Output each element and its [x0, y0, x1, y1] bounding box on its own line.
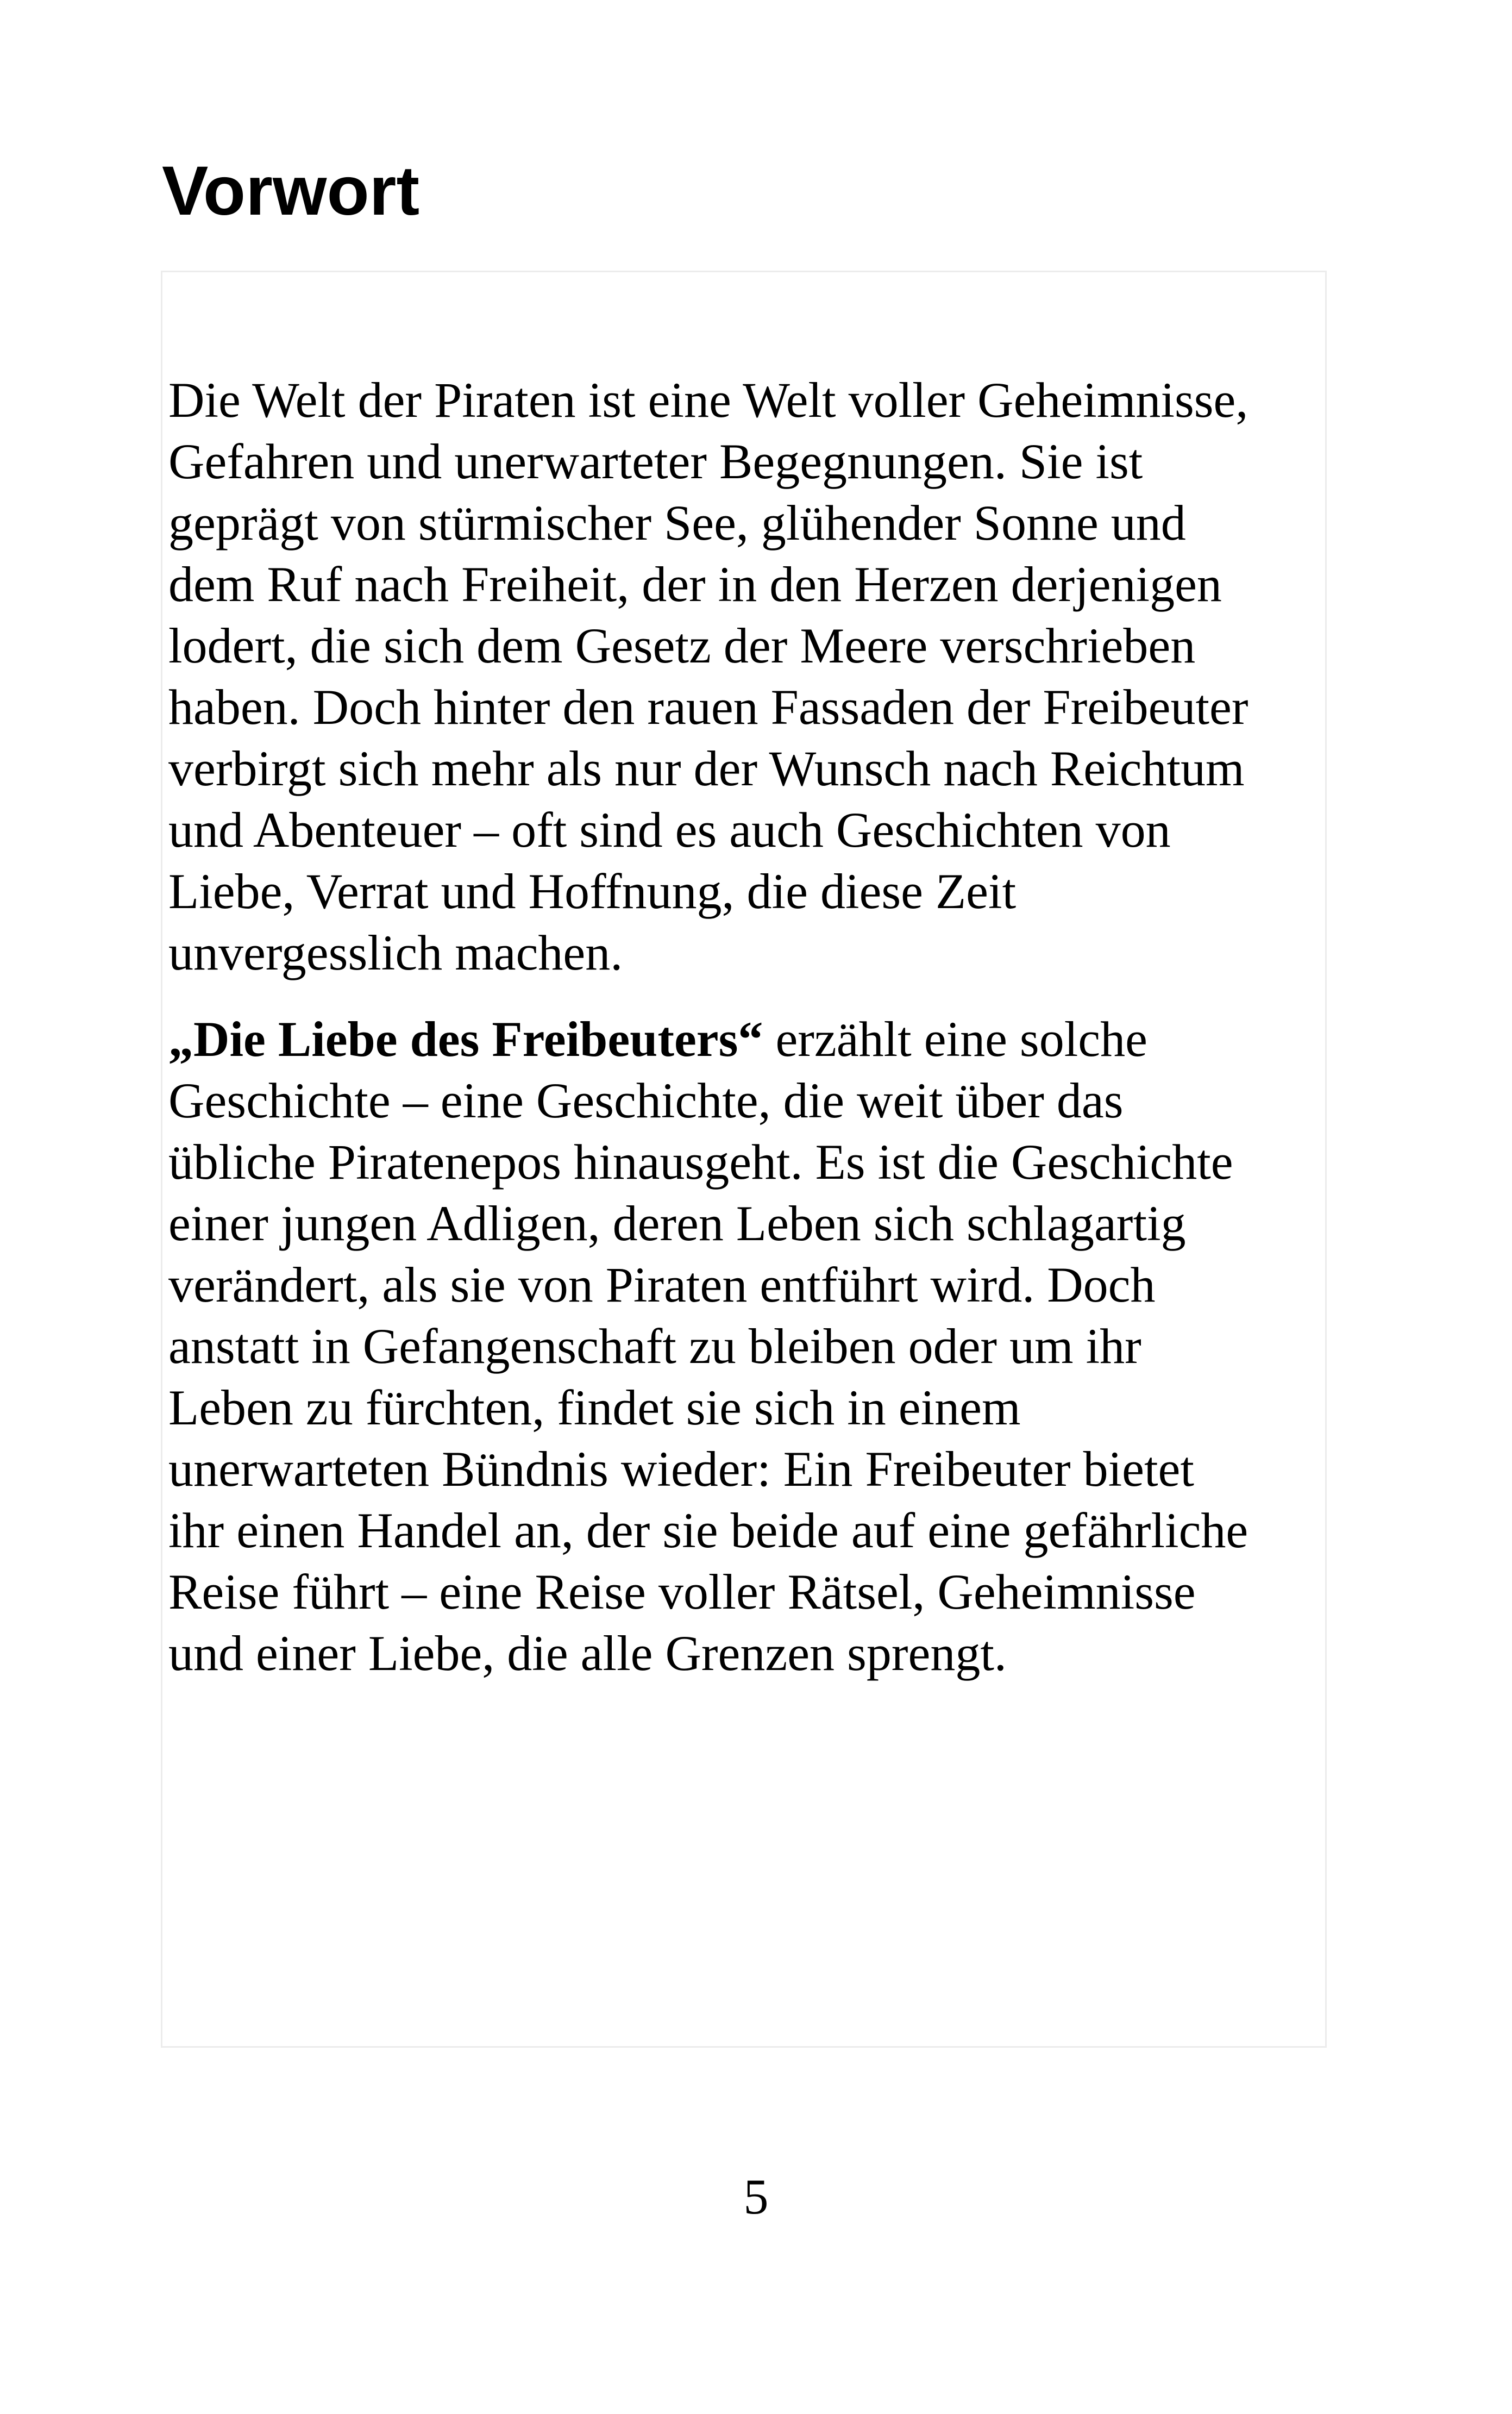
paragraph-line: anstatt in Gefangenschaft zu bleiben oder um ihr	[168, 1318, 1141, 1374]
paragraph-line	[168, 1009, 1331, 1070]
paragraph-line: haben. Doch hinter den rauen Fassaden der Freibeuter	[168, 679, 1249, 735]
paragraph-line: und einer Liebe, die alle Grenzen sprengt.	[168, 1625, 1007, 1681]
paragraph-line: Gefahren und unerwarteter Begegnungen. Sie ist	[168, 434, 1143, 489]
intro-paragraph	[168, 370, 1331, 984]
paragraph-line: Liebe, Verrat und Hoffnung, die diese Zeit	[168, 864, 1017, 919]
story-paragraph	[168, 1009, 1331, 1684]
book-title-reference: „Die Liebe des Freibeuters“	[168, 1011, 763, 1067]
chapter-heading: Vorwort	[162, 152, 420, 230]
paragraph-line: verbirgt sich mehr als nur der Wunsch nach Reichtum	[168, 741, 1245, 796]
paragraph-line: lodert, die sich dem Gesetz der Meere verschrieben	[168, 618, 1196, 673]
paragraph-line: und Abenteuer – oft sind es auch Geschichten von	[168, 802, 1171, 858]
paragraph-line: verändert, als sie von Piraten entführt wird. Doch	[168, 1257, 1156, 1312]
paragraph-line: unerwarteten Bündnis wieder: Ein Freibeuter bietet	[168, 1441, 1194, 1497]
paragraph-line: dem Ruf nach Freiheit, der in den Herzen derjenigen	[168, 556, 1222, 612]
paragraph-line: Leben zu fürchten, findet sie sich in einem	[168, 1380, 1021, 1435]
paragraph-line: Geschichte – eine Geschichte, die weit über das	[168, 1073, 1124, 1128]
paragraph-line: geprägt von stürmischer See, glühender Sonne und	[168, 495, 1186, 551]
body-text	[168, 370, 1331, 1684]
paragraph-line-rest: erzählt eine solche	[763, 1011, 1147, 1067]
paragraph-line: Reise führt – eine Reise voller Rätsel, Geheimnisse	[168, 1564, 1196, 1619]
paragraph-line: einer jungen Adligen, deren Leben sich schlagartig	[168, 1196, 1186, 1251]
paragraph-line: unvergesslich machen.	[168, 925, 623, 980]
page-number: 5	[743, 2169, 769, 2224]
paragraph-line: übliche Piratenepos hinausgeht. Es ist die Geschichte	[168, 1134, 1233, 1190]
paragraph-line: ihr einen Handel an, der sie beide auf eine gefährliche	[168, 1503, 1249, 1558]
paragraph-line: Die Welt der Piraten ist eine Welt voller Geheimnisse,	[168, 372, 1249, 428]
